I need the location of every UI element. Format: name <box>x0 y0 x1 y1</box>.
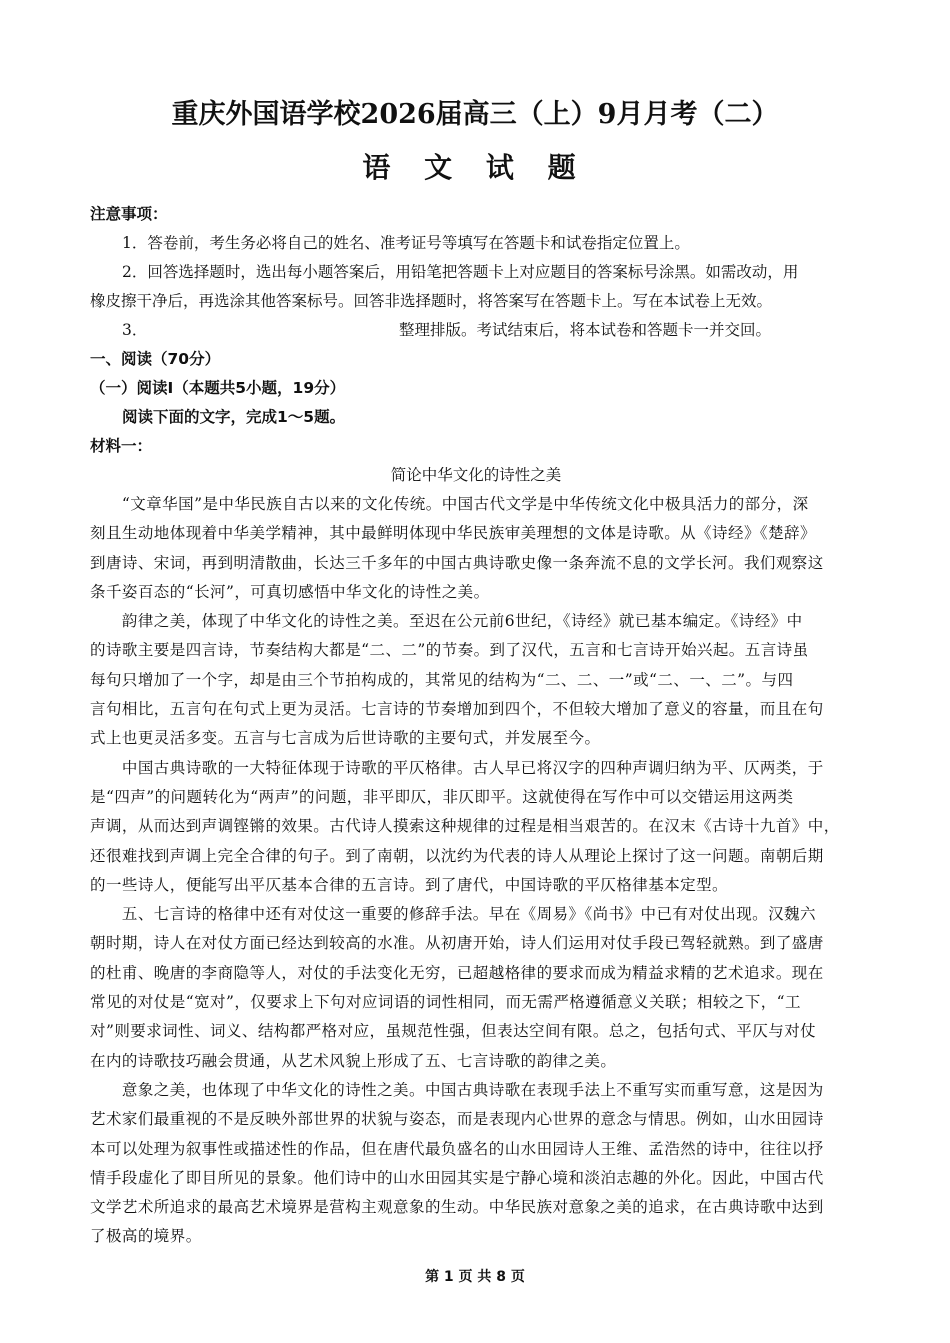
notice-heading: 注意事项： <box>90 205 168 223</box>
article-line: 文学艺术所追求的最高艺术境界是营构主观意象的生动。中华民族对意象之美的追求，在古典诗歌中达到 <box>90 1198 824 1217</box>
article-line: 的杜甫、晚唐的李商隐等人，对仗的手法变化无穷，已超越格律的要求而成为精益求精的艺术追求。现在 <box>90 963 824 982</box>
article-line: 言句相比，五言句在句式上更为灵活。七言诗的节奏增加到四个，不但较大增加了意义的容量，而且在句 <box>90 700 824 719</box>
article-line: 每句只增加了一个字，却是由三个节拍构成的，其常见的结构为“二、二、一”或“二、一、二”。与四 <box>90 670 794 689</box>
notice-item-3-text: 整理排版。考试结束后，将本试卷和答题卡一并交回。 <box>399 321 772 339</box>
article-line: 意象之美，也体现了中华文化的诗性之美。中国古典诗歌在表现手法上不重写实而重写意，这是因为 <box>90 1080 824 1099</box>
article-line: 韵律之美，体现了中华文化的诗性之美。至迟在公元前6世纪，《诗经》就已基本编定。《诗经》中 <box>90 612 803 631</box>
notice-item-2-line-1: 2．回答选择题时，选出每小题答案后，用铅笔把答题卡上对应题目的答案标号涂黑。如需改动，用 <box>122 263 799 281</box>
page-footer: 第 1 页 共 8 页 <box>425 1269 525 1285</box>
article-line: 中国古典诗歌的一大特征体现于诗歌的平仄格律。古人早已将汉字的四种声调归纳为平、仄两类，于 <box>90 758 824 777</box>
notice-item-3-number: 3． <box>122 321 148 339</box>
article-line: 的一些诗人，便能写出平仄基本合律的五言诗。到了唐代，中国诗歌的平仄格律基本定型。 <box>90 875 729 894</box>
article-line: 常见的对仗是“宽对”，仅要求上下句对应词语的词性相同，而无需严格遵循意义关联；相较之下，“工 <box>90 993 801 1012</box>
article-line: 朝时期，诗人在对仗方面已经达到较高的水准。从初唐开始，诗人们运用对仗手段已驾轻就熟。到了盛唐 <box>90 934 824 953</box>
article-line: 了极高的境界。 <box>90 1227 202 1246</box>
notice-section <box>90 200 862 461</box>
article-line: 五、七言诗的格律中还有对仗这一重要的修辞手法。早在《周易》《尚书》中已有对仗出现。汉魏六 <box>90 905 816 924</box>
material-label: 材料一： <box>90 437 153 455</box>
article-line: 在内的诗歌技巧融会贯通，从艺术风貌上形成了五、七言诗歌的韵律之美。 <box>90 1051 617 1070</box>
reading-instruction: 阅读下面的文字，完成1～5题。 <box>122 408 346 426</box>
reading-one-heading: （一）阅读Ⅰ（本题共5小题，19分） <box>90 379 346 397</box>
article-line: 声调，从而达到声调铿锵的效果。古代诗人摸索这种规律的过程是相当艰苦的。在汉末《古诗十九首》中， <box>90 817 840 836</box>
article-line: 是“四声”的问题转化为“两声”的问题，非平即仄，非仄即平。这就使得在写作中可以交错运用这两类 <box>90 787 794 806</box>
exam-subject-title: 语 文 试 题 <box>362 151 588 184</box>
notice-item-3 <box>90 316 862 345</box>
notice-item-2-line-2: 橡皮擦干净后，再选涂其他答案标号。回答非选择题时，将答案写在答题卡上。写在本试卷上无效。 <box>90 292 773 310</box>
article-line: 还很难找到声调上完全合律的句子。到了南朝，以沈约为代表的诗人从理论上探讨了这一问题。南朝后期 <box>90 846 824 865</box>
part-one-heading: 一、阅读（70分） <box>90 350 221 368</box>
article-line: 刻且生动地体现着中华美学精神，其中最鲜明体现中华民族审美理想的文体是诗歌。从《诗经》《楚辞》 <box>90 524 816 543</box>
article-title: 简论中华文化的诗性之美 <box>390 466 562 484</box>
article-line: 对”则要求词性、词义、结构都严格对应，虽规范性强，但表达空间有限。总之，包括句式、平仄与对仗 <box>90 1022 817 1041</box>
article-body <box>90 490 862 1252</box>
article-line: 本可以处理为叙事性或描述性的作品，但在唐代最负盛名的山水田园诗人王维、孟浩然的诗中，往往以抒 <box>90 1139 824 1158</box>
article-line: 的诗歌主要是四言诗，节奏结构大都是“二、二”的节奏。到了汉代，五言和七言诗开始兴起。五言诗虽 <box>90 641 809 660</box>
article-line: 到唐诗、宋词，再到明清散曲，长达三千多年的中国古典诗歌史像一条奔流不息的文学长河。我们观察这 <box>90 553 824 572</box>
article-line: 情手段虚化了即目所见的景象。他们诗中的山水田园其实是宁静心境和淡泊志趣的外化。因此，中国古代 <box>90 1168 824 1187</box>
article <box>90 461 862 1252</box>
article-line: 式上也更灵活多变。五言与七言成为后世诗歌的主要句式，并发展至今。 <box>90 729 601 748</box>
article-line: “文章华国”是中华民族自古以来的文化传统。中国古代文学是中华传统文化中极具活力的部分，深 <box>90 495 809 513</box>
article-line: 艺术家们最重视的不是反映外部世界的状貌与姿态，而是表现内心世界的意念与情思。例如，山水田园诗 <box>90 1110 824 1129</box>
notice-item-1: 1．答卷前，考生务必将自己的姓名、准考证号等填写在答题卡和试卷指定位置上。 <box>122 234 690 252</box>
exam-title: 重庆外国语学校2026届高三（上）9月月考（二） <box>171 99 779 130</box>
article-line: 条千姿百态的“长河”，可真切感悟中华文化的诗性之美。 <box>90 582 490 601</box>
